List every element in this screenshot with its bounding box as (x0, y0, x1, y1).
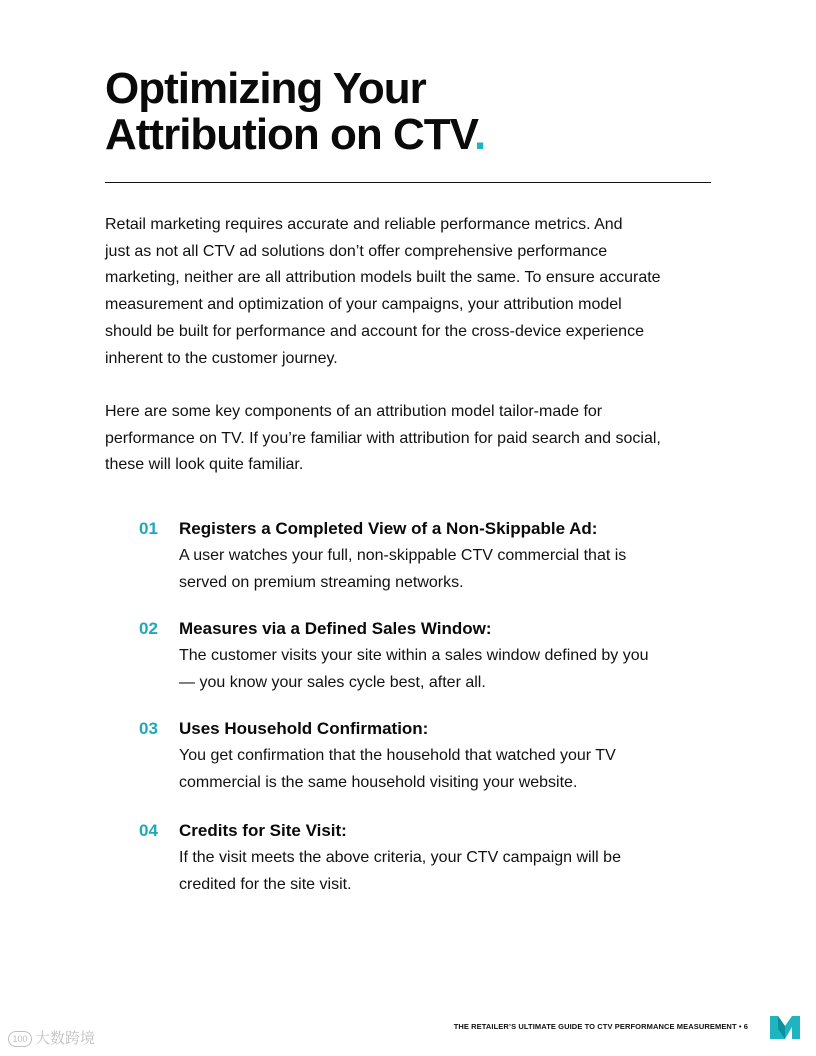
item-body (179, 742, 719, 796)
intro-paragraph (105, 212, 711, 372)
item-number: 03 (139, 719, 158, 738)
item-heading: Measures via a Defined Sales Window: (179, 619, 492, 638)
item-body-line: A user watches your full, non-skippable CTV commercial that is (179, 547, 627, 564)
item-body-line: If the visit meets the above criteria, your CTV campaign will be (179, 849, 621, 866)
item-number: 02 (139, 619, 158, 638)
intro-paragraph-line: should be built for performance and account for the cross-device experience (105, 322, 644, 340)
brand-m-logo-icon (769, 1012, 801, 1040)
intro-paragraph-line: just as not all CTV ad solutions don’t offer comprehensive performance (105, 242, 608, 260)
item-number: 04 (139, 821, 158, 840)
page-footer: THE RETAILER’S ULTIMATE GUIDE TO CTV PERFORMANCE MEASUREMENT • 6 (453, 1022, 748, 1031)
item-body (179, 642, 719, 696)
second-paragraph (105, 399, 711, 479)
item-body (179, 844, 719, 898)
intro-paragraph-line: Retail marketing requires accurate and reliable performance metrics. And (105, 216, 623, 233)
title-accent-dot: . (473, 110, 486, 159)
page-title-line-1: Optimizing Your (105, 64, 426, 113)
item-heading: Uses Household Confirmation: (179, 719, 429, 738)
page-title-line-2 (105, 112, 725, 158)
item-number: 01 (139, 519, 158, 538)
second-paragraph-line: Here are some key components of an attribution model tailor-made for (105, 403, 603, 420)
item-body-line: — you know your sales cycle best, after all. (179, 674, 486, 691)
watermark-text: 大数跨境 (35, 1030, 96, 1047)
watermark (8, 1029, 95, 1049)
second-paragraph-line: performance on TV. If you’re familiar with attribution for paid search and social, (105, 429, 661, 447)
intro-paragraph-line: inherent to the customer journey. (105, 349, 338, 367)
intro-paragraph-line: measurement and optimization of your campaigns, your attribution model (105, 296, 622, 314)
second-paragraph-line: these will look quite familiar. (105, 456, 304, 474)
watermark-badge: 100 (8, 1031, 32, 1047)
title-divider (105, 182, 711, 183)
item-body-line: credited for the site visit. (179, 876, 352, 893)
page-title (105, 66, 725, 158)
intro-paragraph-line: marketing, neither are all attribution models built the same. To ensure accurate (105, 269, 661, 287)
page-title-line-2-text: Attribution on CTV (105, 110, 474, 159)
item-body-line: commercial is the same household visiting your website. (179, 774, 578, 791)
item-body (179, 542, 719, 596)
item-heading: Credits for Site Visit: (179, 821, 347, 840)
item-body-line: You get confirmation that the household that watched your TV (179, 747, 616, 764)
item-body-line: The customer visits your site within a sales window defined by you (179, 647, 649, 664)
item-body-line: served on premium streaming networks. (179, 574, 464, 591)
item-heading: Registers a Completed View of a Non-Skippable Ad: (179, 519, 598, 538)
